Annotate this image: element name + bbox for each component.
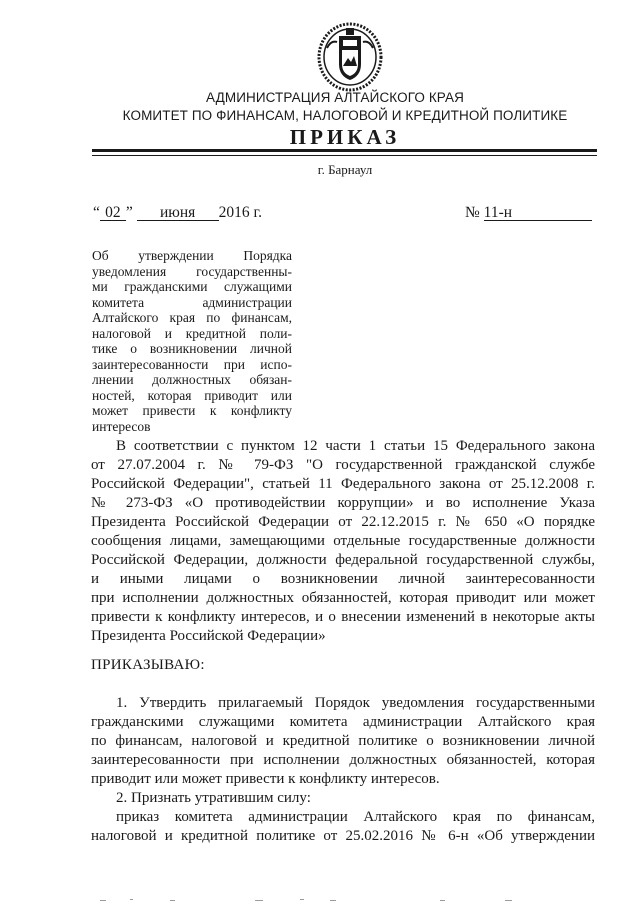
- preamble-line: при исполнении должностных обязанностей, которая приводит или может: [91, 590, 595, 606]
- item-2-line: налоговой и кредитной политике от 25.02.2016 № 6-н «Об утверждении: [91, 828, 595, 844]
- item-1-line: приводит или может привести к конфликту интересов.: [91, 771, 440, 787]
- document-title: ПРИКАЗ: [289, 125, 401, 149]
- date-month: июня: [137, 205, 219, 221]
- quote-close: ”: [125, 204, 133, 221]
- subject-line: налоговой и кредитной поли-: [92, 325, 292, 341]
- subject-line: лнении должностных обязан-: [92, 372, 292, 387]
- date-year: 2016 г.: [218, 204, 263, 221]
- subject-line: ностей, которая приводит или: [92, 387, 292, 403]
- order-word: ПРИКАЗЫВАЮ:: [91, 657, 205, 673]
- preamble-line: и иными лицами о возникновении личной заинтересованности: [91, 571, 595, 587]
- subject-line: Об утверждении Порядка: [92, 248, 292, 263]
- subject-line: ми гражданскими служащими: [92, 279, 292, 294]
- preamble-line: В соответствии с пунктом 12 части 1 статьи 15 Федерального закона: [116, 438, 595, 454]
- date-day: 02: [100, 205, 126, 221]
- coat-of-arms-icon: [315, 20, 385, 92]
- subject-line: может привести к конфликту: [92, 403, 292, 418]
- subject-line: комитета администрации: [92, 294, 292, 310]
- subject-line: интересов: [92, 418, 151, 434]
- preamble-line: № 273-ФЗ «О противодействии коррупции» и во исполнение Указа: [91, 495, 595, 511]
- org-name: АДМИНИСТРАЦИЯ АЛТАЙСКОГО КРАЯ: [206, 90, 464, 105]
- preamble-paragraph: [91, 437, 595, 646]
- document-number: [465, 204, 592, 222]
- number-label: №: [465, 204, 480, 221]
- item-2-paragraph: [91, 789, 595, 846]
- quote-open: “: [93, 204, 100, 221]
- subject-line: тике о возникновении личной: [92, 341, 292, 356]
- preamble-line: Президента Российской Федерации от 22.12.2015 г. № 650 «О порядке: [91, 514, 595, 530]
- preamble-line: сообщения лицами, замещающими отдельные государственные должности: [91, 533, 595, 549]
- preamble-line: Российской Федерации", статьей 11 Федерального закона от 25.12.2008 г.: [91, 476, 595, 492]
- header-rule-thick: [92, 149, 597, 152]
- item-2-line: 2. Признать утратившим силу:: [116, 790, 311, 806]
- item-1-line: гражданскими служащими комитета администрации Алтайского края: [91, 714, 595, 730]
- preamble-line: привести к конфликту интересов, и о внесении изменений в некоторые акты: [91, 609, 595, 625]
- item-1-paragraph: [91, 694, 595, 789]
- document-subject: [92, 248, 292, 434]
- item-2-line: приказ комитета администрации Алтайского края по финансам,: [116, 809, 595, 825]
- number-value: 11-н: [484, 205, 592, 221]
- preamble-line: Президента Российской Федерации»: [91, 628, 326, 644]
- committee-name: КОМИТЕТ ПО ФИНАНСАМ, НАЛОГОВОЙ И КРЕДИТНОЙ ПОЛИТИКЕ: [122, 108, 568, 123]
- scan-noise: [0, 896, 640, 905]
- item-1-line: по финансам, налоговой и кредитной политике о возникновении личной: [91, 733, 595, 749]
- subject-line: заинтересованности при испо-: [92, 356, 292, 372]
- subject-line: уведомления государственны-: [92, 263, 292, 279]
- item-1-line: 1. Утвердить прилагаемый Порядок уведомления государственными: [116, 695, 595, 711]
- document-date: [93, 204, 262, 222]
- header-rule-thin: [92, 155, 597, 156]
- subject-line: Алтайского края по финансам,: [92, 310, 292, 325]
- preamble-line: Российской Федерации, должности федеральной государственной службы,: [91, 552, 595, 568]
- city: г. Барнаул: [317, 162, 373, 177]
- item-1-line: заинтересованности при исполнении должностных обязанностей, которая: [91, 752, 595, 768]
- preamble-line: от 27.07.2004 г. № 79-ФЗ "О государственной гражданской службе: [91, 457, 595, 473]
